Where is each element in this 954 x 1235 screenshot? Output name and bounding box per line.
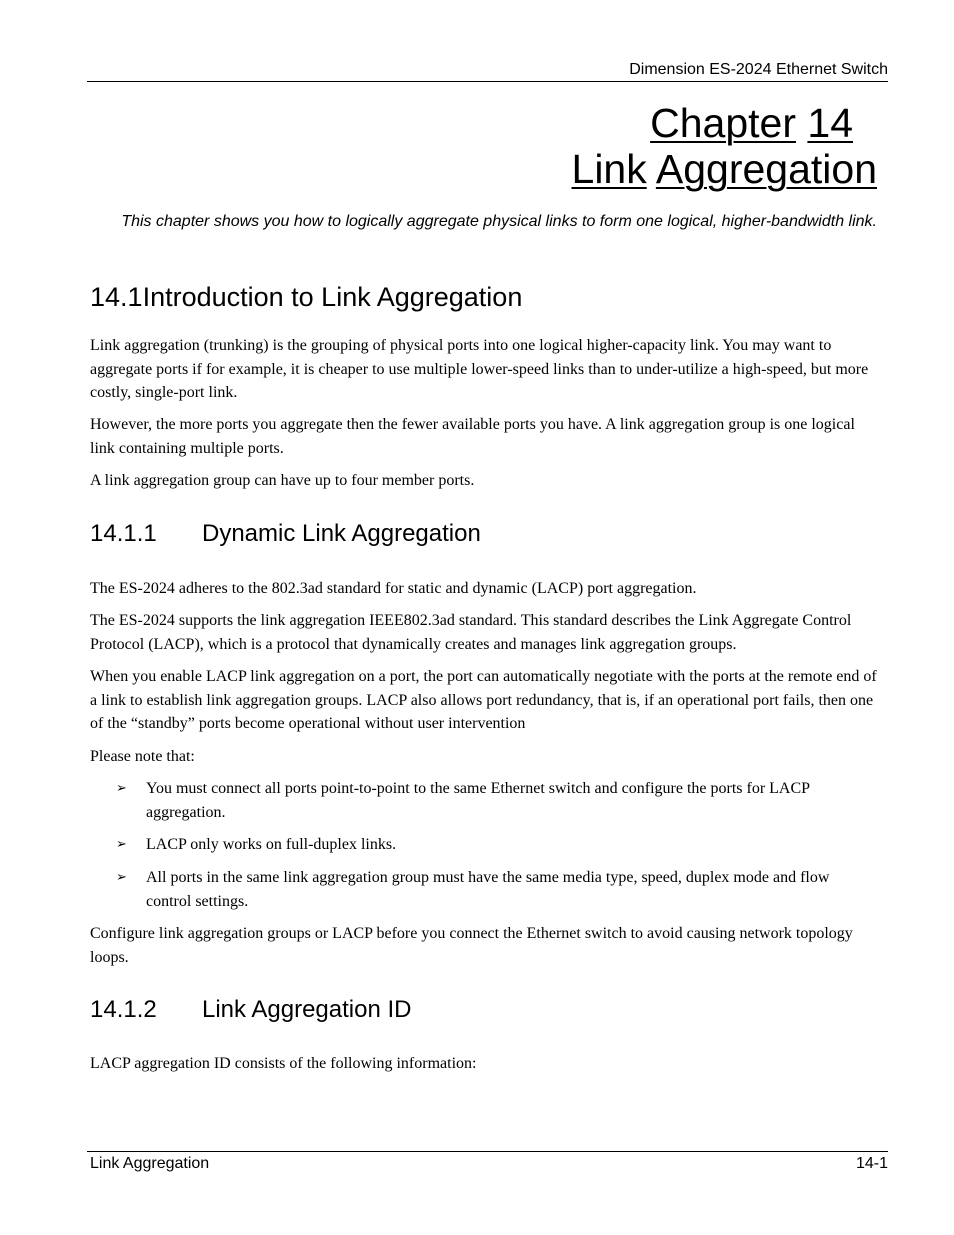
chapter-name-word-2: Aggregation [655, 146, 877, 192]
section-number: 14.1 [90, 282, 143, 312]
arrow-bullet-icon: ➢ [116, 837, 127, 852]
bullet-text: All ports in the same link aggregation group must have the same media type, speed, duplex mode and flow control settings. [146, 869, 830, 910]
chapter-title [572, 100, 877, 192]
paragraph: However, the more ports you aggregate then the fewer available ports you have. A link aggregation group is one logical link containing multiple ports. [90, 416, 855, 457]
section-title: Link Aggregation ID [202, 996, 412, 1023]
bullet-text: LACP only works on full-duplex links. [146, 836, 397, 853]
chapter-name-line [572, 146, 877, 192]
bullet-item [116, 866, 876, 913]
footer-chapter-name: Link Aggregation [90, 1155, 210, 1172]
section-number: 14.1.1 [90, 520, 157, 547]
paragraph: Link aggregation (trunking) is the grouping of physical ports into one logical higher-capacity link. You may want to aggregate ports if for example, it is cheaper to use multiple lower-speed links than to under-utilize a high-speed, but more costly, single-port link. [90, 337, 869, 401]
bullet-text: You must connect all ports point-to-point to the same Ethernet switch and configure the ports for LACP aggregation. [146, 780, 810, 821]
arrow-bullet-icon: ➢ [116, 781, 127, 796]
running-header-title: Dimension ES-2024 Ethernet Switch [629, 61, 888, 78]
section-title: Introduction to Link Aggregation [142, 282, 523, 312]
section-title: Dynamic Link Aggregation [202, 520, 481, 547]
chapter-number: 14 [807, 100, 853, 146]
bullet-item [116, 777, 876, 824]
arrow-bullet-icon: ➢ [116, 870, 127, 885]
paragraph: LACP aggregation ID consists of the following information: [90, 1055, 477, 1072]
chapter-intro: This chapter shows you how to logically aggregate physical links to form one logical, higher-bandwidth link. [121, 213, 877, 230]
bullet-item [116, 833, 876, 857]
chapter-word: Chapter [650, 100, 796, 146]
section-number: 14.1.2 [90, 996, 157, 1023]
paragraph: Please note that: [90, 748, 195, 765]
chapter-name-word-1: Link [571, 146, 647, 192]
paragraph: The ES-2024 adheres to the 802.3ad standard for static and dynamic (LACP) port aggregation. [90, 580, 697, 597]
running-header [87, 60, 888, 82]
paragraph: A link aggregation group can have up to four member ports. [90, 472, 475, 489]
running-footer [87, 1151, 888, 1172]
paragraph: The ES-2024 supports the link aggregation IEEE802.3ad standard. This standard describes the Link Aggregate Control Protocol (LACP), which is a protocol that dynamically creates and manages link aggregation groups. [90, 612, 852, 653]
chapter-number-line [572, 100, 877, 146]
paragraph: When you enable LACP link aggregation on a port, the port can automatically negotiate with the ports at the remote end of a link to establish link aggregation groups. LACP also allows port redundancy, that is, if an operational port fails, then one of the “standby” ports become operational without user intervention [90, 668, 877, 732]
page-number: 14-1 [855, 1155, 888, 1172]
section-heading-14-1-1 [90, 519, 481, 549]
paragraph: Configure link aggregation groups or LACP before you connect the Ethernet switch to avoid causing network topology loops. [90, 925, 853, 966]
section-heading-14-1 [90, 281, 522, 313]
section-heading-14-1-2 [90, 995, 411, 1025]
